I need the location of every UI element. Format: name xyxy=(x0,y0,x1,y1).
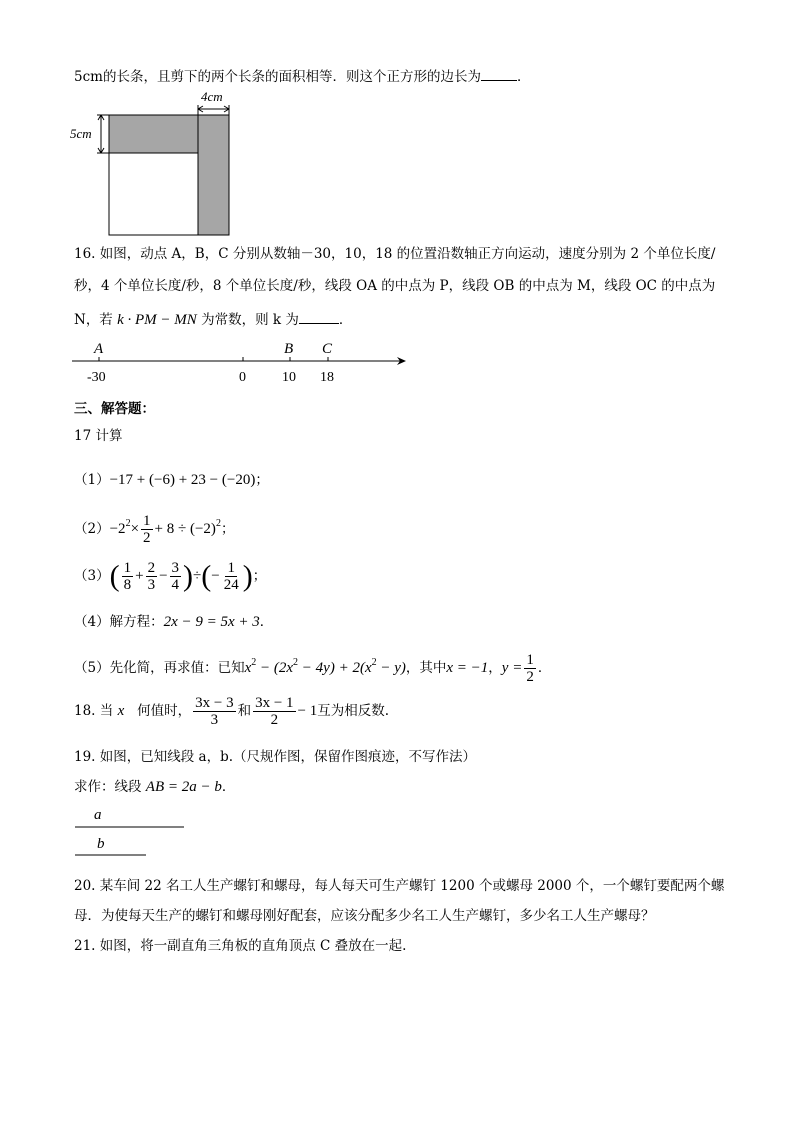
number-line xyxy=(66,338,416,388)
q17-part4: （4）解方程：2x − 9 = 5x + 3． xyxy=(74,614,274,630)
fraction: $\frac{3x - 1}{2}$ xyxy=(255,695,294,728)
q15-text: 5cm的长条，且剪下的两个长条的面积相等．则这个正方形的边长为 ． xyxy=(74,66,530,86)
fraction: $\frac{3}{4}$ xyxy=(171,560,180,593)
fraction: $\frac{1}{2}$ xyxy=(143,513,151,546)
top-strip xyxy=(109,115,198,153)
tick-label: 0 xyxy=(239,370,246,385)
fraction: $\frac{3x - 3}{3}$ xyxy=(195,695,234,728)
point-label-c: C xyxy=(322,341,333,357)
height-label: 5cm xyxy=(70,126,92,141)
answer-blank xyxy=(481,66,517,81)
q21-line1: 21. 如图，将一副直角三角板的直角顶点 C 叠放在一起. xyxy=(74,938,407,954)
fraction: $\frac{2}{3}$ xyxy=(147,560,156,593)
right-strip xyxy=(198,115,229,235)
q19-line2: 求作：线段 AB = 2a − b． xyxy=(74,779,236,795)
tick-label: -30 xyxy=(87,370,106,385)
segments-figure xyxy=(70,803,200,863)
q16-line3: N，若 k · PM − MN 为常数，则 k 为 ． xyxy=(74,309,352,329)
fraction: $\frac{1}{24}$ xyxy=(223,560,239,593)
q16-line1: 16. 如图，动点 A，B，C 分别从数轴－30，10，18 的位置沿数轴正方向运动，速度分别为 2 个单位长度/ xyxy=(74,246,716,262)
square-cut-figure xyxy=(70,88,250,240)
q18: 18. 当 x 何值时， $\frac{3x - 3}{3}$ 和 $\frac{3x - 1}{2}$ − 1互为相反数. xyxy=(74,695,390,728)
q17-part1: （1）−17 + (−6) + 23 − (−20)； xyxy=(74,472,269,488)
fraction: $\frac{1}{2}$ xyxy=(526,652,534,685)
segment-a-label: a xyxy=(94,807,102,823)
tick-label: 18 xyxy=(320,370,334,385)
point-label-b: B xyxy=(284,341,294,357)
q17-part5: （5）先化简，再求值：已知$x^2 - (2x^2 - 4y) + 2(x^2 - y)$，其中x = −1，y = $\frac{1}{2}$ ． xyxy=(74,652,552,685)
fraction: $\frac{1}{8}$ xyxy=(123,560,132,593)
width-label: 4cm xyxy=(201,89,223,104)
tick-label: 10 xyxy=(282,370,296,385)
point-label-a: A xyxy=(94,341,104,357)
q20-line1: 20. 某车间 22 名工人生产螺钉和螺母，每人每天可生产螺钉 1200 个或螺母 2000 个，一个螺钉要配两个螺 xyxy=(74,878,725,894)
q19-line1: 19. 如图，已知线段 a，b.（尺规作图，保留作图痕迹，不写作法） xyxy=(74,749,477,765)
section-title: 三、解答题： xyxy=(74,401,155,417)
q16-line2: 秒，4 个单位长度/秒，8 个单位长度/秒，线段 OA 的中点为 P，线段 OB 的中点为 M，线段 OC 的中点为 xyxy=(74,278,716,294)
q17-part3: （3）( $\frac{1}{8}$ + $\frac{2}{3}$ − $\frac{3}{4}$ )÷(− $\frac{1}{24}$ )； xyxy=(74,559,267,593)
q17-part2: $(2)-2^2\times$ $\frac{1}{2}$ + $8 \div (-2)^2$； xyxy=(74,513,235,546)
q17-title: 17 计算 xyxy=(74,428,123,444)
answer-blank xyxy=(299,309,339,324)
q20-line2: 母．为使每天生产的螺钉和螺母刚好配套，应该分配多少名工人生产螺钉，多少名工人生产螺母？ xyxy=(74,908,655,924)
segment-b-label: b xyxy=(97,836,105,852)
